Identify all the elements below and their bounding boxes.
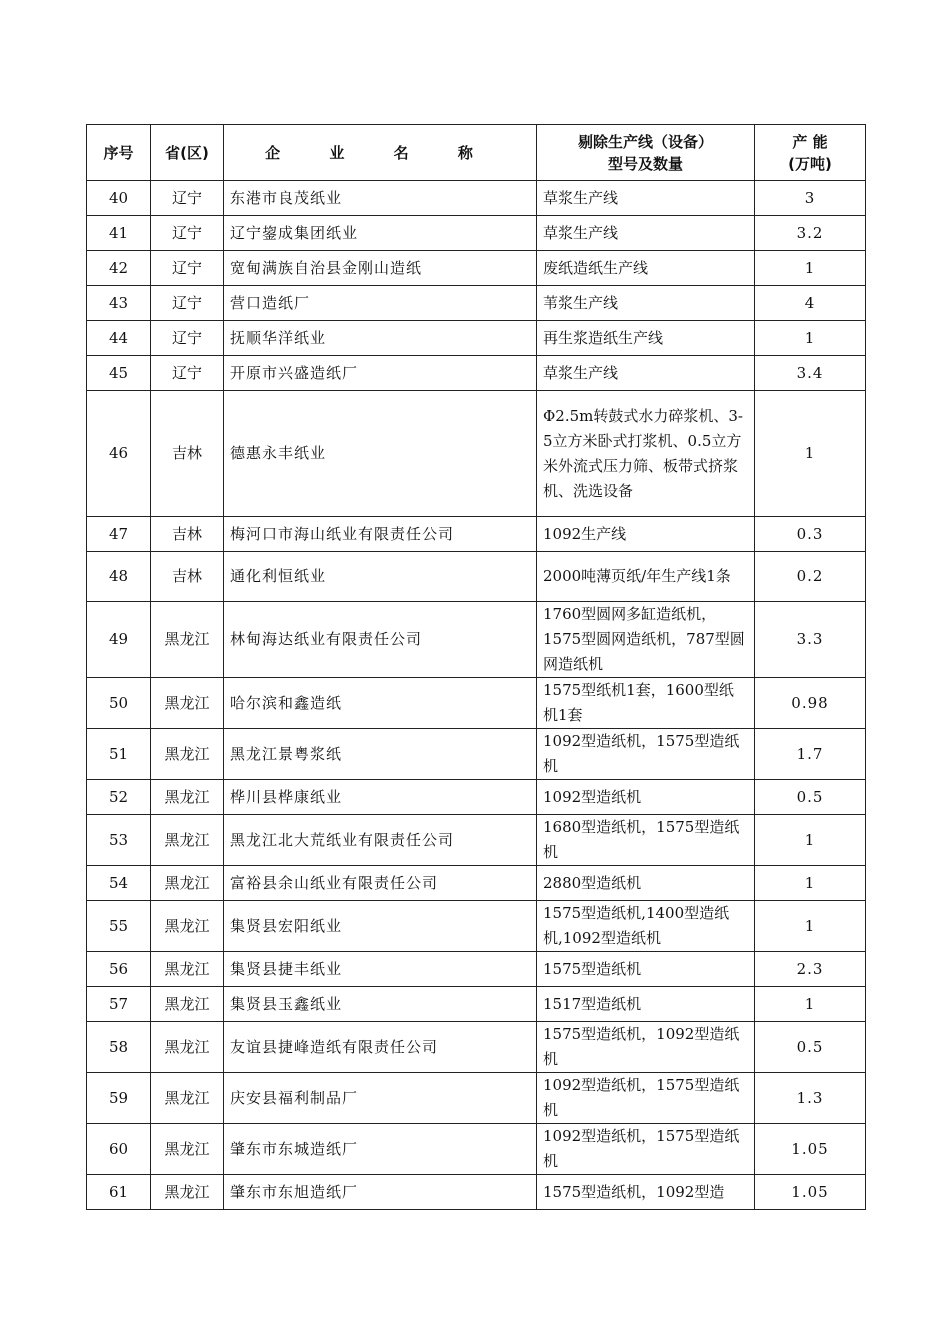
cell-no: 46 [87,391,151,517]
cell-province: 吉林 [151,552,224,602]
table-row [87,356,866,391]
header-production-line [537,125,755,181]
cell-capacity: 1 [755,987,866,1022]
table-row [87,952,866,987]
cell-no: 61 [87,1175,151,1210]
cell-capacity: 0.3 [755,517,866,552]
header-production-line-1: 剔除生产线（设备） [577,132,713,151]
header-enterprise-name: 企 业 名 称 [224,125,537,181]
cell-enterprise-name: 桦川县桦康纸业 [224,780,537,815]
cell-capacity: 1 [755,866,866,901]
table-row [87,1124,866,1175]
cell-production-line: 1092型造纸机，1575型造纸机 [537,729,755,780]
cell-province: 黑龙江 [151,987,224,1022]
cell-enterprise-name: 抚顺华洋纸业 [224,321,537,356]
cell-no: 54 [87,866,151,901]
cell-enterprise-name: 黑龙江北大荒纸业有限责任公司 [224,815,537,866]
cell-production-line: 1092型造纸机 [537,780,755,815]
header-capacity-2: (万吨) [788,154,832,173]
cell-no: 52 [87,780,151,815]
table-row [87,321,866,356]
cell-production-line: 1760型圆网多缸造纸机，1575型圆网造纸机，787型圆网造纸机 [537,602,755,678]
cell-production-line: 草浆生产线 [537,356,755,391]
cell-production-line: 1575型纸机1套，1600型纸机1套 [537,678,755,729]
cell-province: 黑龙江 [151,780,224,815]
cell-province: 黑龙江 [151,952,224,987]
cell-province: 辽宁 [151,216,224,251]
cell-enterprise-name: 肇东市东旭造纸厂 [224,1175,537,1210]
cell-province: 辽宁 [151,251,224,286]
cell-production-line: 草浆生产线 [537,216,755,251]
cell-no: 57 [87,987,151,1022]
cell-no: 43 [87,286,151,321]
enterprise-table [86,124,866,1210]
cell-province: 吉林 [151,517,224,552]
cell-no: 56 [87,952,151,987]
table-row [87,866,866,901]
cell-enterprise-name: 集贤县宏阳纸业 [224,901,537,952]
cell-no: 42 [87,251,151,286]
header-row [87,125,866,181]
table-row [87,602,866,678]
cell-capacity: 0.98 [755,678,866,729]
table-row [87,780,866,815]
cell-province: 黑龙江 [151,1175,224,1210]
cell-province: 黑龙江 [151,901,224,952]
cell-enterprise-name: 开原市兴盛造纸厂 [224,356,537,391]
cell-production-line: 1092型造纸机，1575型造纸机 [537,1124,755,1175]
cell-enterprise-name: 富裕县余山纸业有限责任公司 [224,866,537,901]
table-row [87,552,866,602]
table-row [87,216,866,251]
cell-province: 黑龙江 [151,866,224,901]
cell-enterprise-name: 林甸海达纸业有限责任公司 [224,602,537,678]
header-province: 省(区) [151,125,224,181]
cell-capacity: 3.4 [755,356,866,391]
cell-province: 辽宁 [151,321,224,356]
cell-production-line: 废纸造纸生产线 [537,251,755,286]
table-row [87,987,866,1022]
cell-capacity: 1 [755,815,866,866]
table-row [87,901,866,952]
cell-enterprise-name: 营口造纸厂 [224,286,537,321]
cell-production-line: 2880型造纸机 [537,866,755,901]
table-row [87,729,866,780]
cell-no: 44 [87,321,151,356]
cell-production-line: 2000吨薄页纸/年生产线1条 [537,552,755,602]
cell-capacity: 0.5 [755,1022,866,1073]
cell-production-line: 1680型造纸机，1575型造纸机 [537,815,755,866]
cell-no: 55 [87,901,151,952]
cell-capacity: 1.7 [755,729,866,780]
table-body [87,181,866,1210]
cell-province: 辽宁 [151,286,224,321]
table-row [87,181,866,216]
cell-province: 辽宁 [151,181,224,216]
cell-province: 黑龙江 [151,1022,224,1073]
cell-enterprise-name: 东港市良茂纸业 [224,181,537,216]
cell-capacity: 1 [755,251,866,286]
cell-no: 48 [87,552,151,602]
cell-capacity: 3.3 [755,602,866,678]
cell-province: 辽宁 [151,356,224,391]
table-header [87,125,866,181]
table-row [87,678,866,729]
cell-no: 51 [87,729,151,780]
cell-enterprise-name: 通化利恒纸业 [224,552,537,602]
cell-province: 黑龙江 [151,1073,224,1124]
header-no: 序号 [87,125,151,181]
table-row [87,1073,866,1124]
cell-no: 53 [87,815,151,866]
cell-capacity: 1.05 [755,1175,866,1210]
table-row [87,1022,866,1073]
cell-no: 59 [87,1073,151,1124]
cell-no: 49 [87,602,151,678]
cell-enterprise-name: 宽甸满族自治县金刚山造纸 [224,251,537,286]
cell-capacity: 1 [755,391,866,517]
cell-province: 黑龙江 [151,729,224,780]
cell-capacity: 1 [755,901,866,952]
cell-production-line: 1575型造纸机，1092型造纸机 [537,1022,755,1073]
cell-province: 黑龙江 [151,678,224,729]
table-row [87,251,866,286]
table-row [87,815,866,866]
cell-no: 41 [87,216,151,251]
cell-capacity: 1 [755,321,866,356]
cell-capacity: 3.2 [755,216,866,251]
cell-production-line: 1092生产线 [537,517,755,552]
cell-enterprise-name: 哈尔滨和鑫造纸 [224,678,537,729]
cell-province: 吉林 [151,391,224,517]
cell-no: 50 [87,678,151,729]
cell-production-line: 草浆生产线 [537,181,755,216]
table-row [87,517,866,552]
cell-production-line: 1575型造纸机，1092型造 [537,1175,755,1210]
cell-capacity: 0.2 [755,552,866,602]
cell-production-line: 1575型造纸机,1400型造纸机,1092型造纸机 [537,901,755,952]
cell-no: 58 [87,1022,151,1073]
cell-production-line: 1517型造纸机 [537,987,755,1022]
cell-production-line: 苇浆生产线 [537,286,755,321]
cell-capacity: 1.3 [755,1073,866,1124]
cell-enterprise-name: 集贤县玉鑫纸业 [224,987,537,1022]
cell-no: 60 [87,1124,151,1175]
cell-capacity: 4 [755,286,866,321]
cell-production-line: Φ2.5m转鼓式水力碎浆机、3-5立方米卧式打浆机、0.5立方米外流式压力筛、板带式挤浆机、洗选设备 [537,391,755,517]
table-row [87,391,866,517]
table-row [87,1175,866,1210]
cell-province: 黑龙江 [151,602,224,678]
cell-no: 40 [87,181,151,216]
cell-capacity: 2.3 [755,952,866,987]
header-capacity-1: 产 能 [792,132,828,151]
cell-province: 黑龙江 [151,815,224,866]
cell-enterprise-name: 德惠永丰纸业 [224,391,537,517]
cell-production-line: 1092型造纸机，1575型造纸机 [537,1073,755,1124]
cell-no: 45 [87,356,151,391]
cell-capacity: 3 [755,181,866,216]
cell-enterprise-name: 梅河口市海山纸业有限责任公司 [224,517,537,552]
header-capacity [755,125,866,181]
table-row [87,286,866,321]
cell-capacity: 1.05 [755,1124,866,1175]
cell-enterprise-name: 肇东市东城造纸厂 [224,1124,537,1175]
cell-enterprise-name: 庆安县福利制品厂 [224,1073,537,1124]
cell-enterprise-name: 友谊县捷峰造纸有限责任公司 [224,1022,537,1073]
cell-production-line: 1575型造纸机 [537,952,755,987]
cell-enterprise-name: 辽宁鋆成集团纸业 [224,216,537,251]
cell-province: 黑龙江 [151,1124,224,1175]
header-production-line-2: 型号及数量 [607,154,683,173]
cell-production-line: 再生浆造纸生产线 [537,321,755,356]
cell-enterprise-name: 集贤县捷丰纸业 [224,952,537,987]
cell-enterprise-name: 黑龙江景粤浆纸 [224,729,537,780]
cell-capacity: 0.5 [755,780,866,815]
cell-no: 47 [87,517,151,552]
